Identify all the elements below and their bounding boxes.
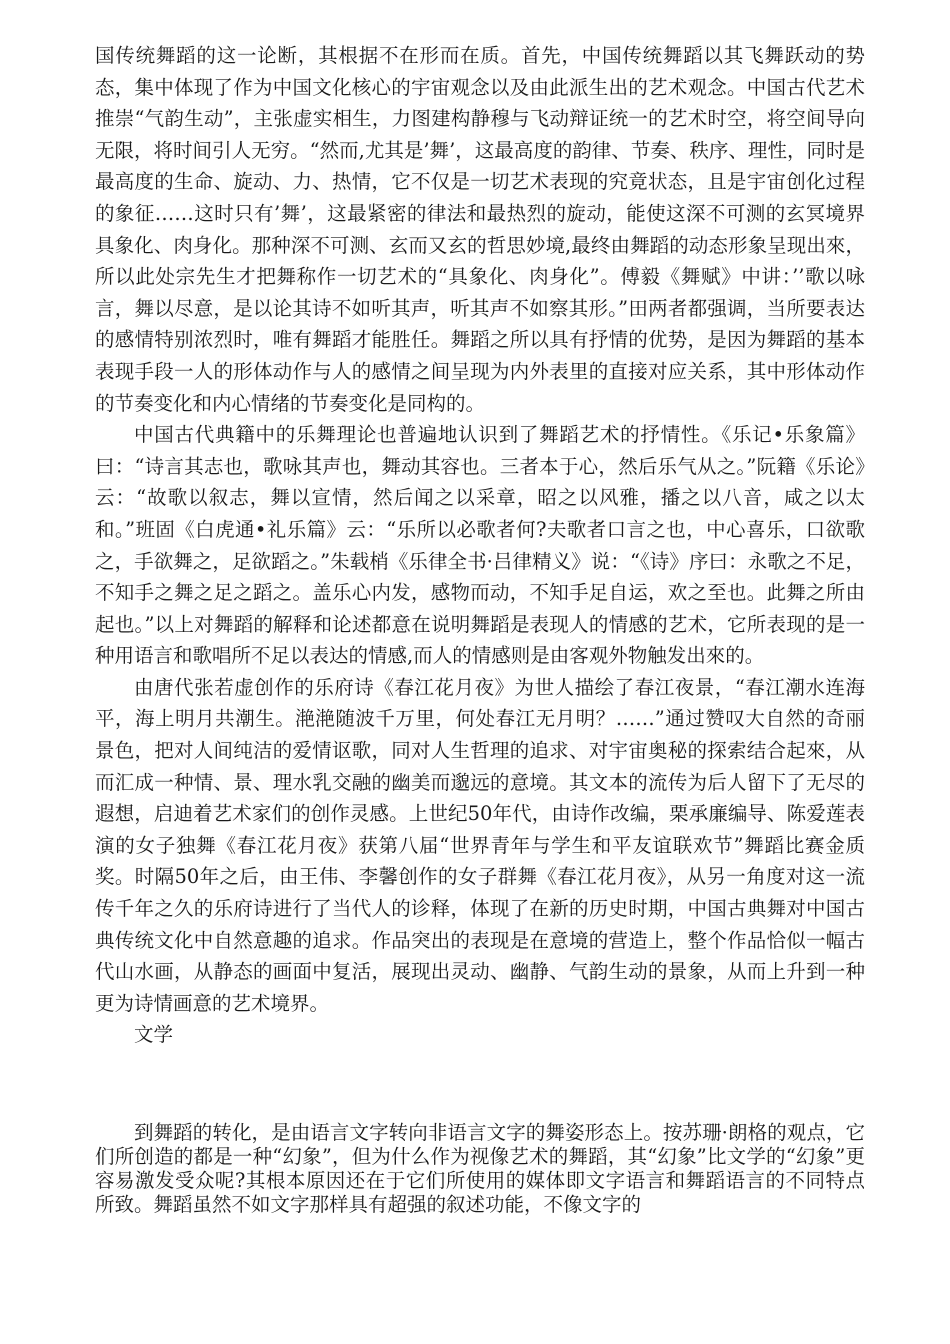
body-paragraph-2: 中国古代典籍中的乐舞理论也普遍地认识到了舞蹈艺术的抒情性。《乐记•乐象篇》曰：“诗言其志也，歌咏其声也，舞动其容也。三者本于心，然后乐气从之。”阮籍《乐论》云：“故歌以叙志，舞以宣情，然后闻之以采章，昭之以风雅，播之以八音，咸之以太和。”班固《白虎通•礼乐篇》云：“乐所以必歌者何?夫歌者口言之也，中心喜乐，口欲歌之，手欲舞之，足欲蹈之。”朱载梢《乐律全书·吕律精义》说：“《诗》序曰：永歌之不足，不知手之舞之足之蹈之。盖乐心内发，感物而动，不知手足自运，欢之至也。此舞之所由起也。”以上对舞蹈的解释和论述都意在说明舞蹈是表现人的情感的艺术，它所表现的是一种用语言和歌唱所不足以表达的情感,而人的情感则是由客观外物触发出來的。 bbox=[95, 423, 865, 668]
document-page bbox=[95, 40, 865, 1217]
body-paragraph-1: 国传统舞蹈的这一论断，其根据不在形而在质。首先，中国传统舞蹈以其飞舞跃动的势态，集中体现了作为中国文化核心的宇宙观念以及由此派生出的艺术观念。中国古代艺术推崇“气韵生动”，主张虚实相生，力图建构静穆与飞动辩证统一的艺术时空，将空间导向无限，将时间引人无穷。“然而,尤其是’舞’，这最高度的韵律、节奏、秩序、理性，同时是最高度的生命、旋动、力、热情，它不仅是一切艺术表现的究竟状态，且是宇宙创化过程的象征……这时只有’舞’，这最紧密的律法和最热烈的旋动，能使这深不可测的玄冥境界具象化、肉身化。那种深不可测、玄而又玄的哲思妙境,最终由舞蹈的动态形象呈现出來，所以此处宗先生才把舞称作一切艺术的“具象化、肉身化”。傅毅《舞赋》中讲：’’歌以咏言，舞以尽意，是以论其诗不如听其声，听其声不如察其形。”田两者都强调，当所要表达的感情特别浓烈时，唯有舞蹈才能胜任。舞蹈之所以具有抒情的优势，是因为舞蹈的基本表现手段一人的形体动作与人的感情之间呈现为内外表里的直接对应关系，其中形体动作的节奏变化和内心情绪的节奏变化是同构的。 bbox=[95, 44, 865, 415]
section-spacer bbox=[95, 1051, 865, 1121]
body-paragraph-4: 到舞蹈的转化，是由语言文字转向非语言文字的舞姿形态上。按苏珊·朗格的观点，它们所创造的都是一种“幻象”，但为什么作为视像艺术的舞蹈，其“幻象”比文学的“幻象”更容易激发受众呢?其根本原因还在于它们所使用的媒体即文字语言和舞蹈语言的不同特点所致。舞蹈虽然不如文字那样具有超强的叙述功能，不像文字的 bbox=[95, 1121, 865, 1216]
body-paragraph-3: 由唐代张若虚创作的乐府诗《春江花月夜》为世人描绘了春江夜景，“春江潮水连海平，海上明月共潮生。滟滟随波千万里，何处春江无月明？……”通过赞叹大自然的奇丽景色，把对人间纯洁的爱情讴歌，同对人生哲理的追求、对宇宙奥秘的探索结合起來，从而汇成一种情、景、理水乳交融的幽美而邈远的意境。其文本的流传为后人留下了无尽的遐想，启迪着艺术家们的创作灵感。上世纪50年代，由诗作改编，栗承廉编导、陈爱莲表演的女子独舞《春江花月夜》获第八届“世界青年与学生和平友谊联欢节”舞蹈比赛金质奖。时隔50年之后，由王伟、李馨创作的女子群舞《春江花月夜》，从另一角度对这一流传千年之久的乐府诗进行了当代人的诊释，体现了在新的历史时期，中国古典舞对中国古典传统文化中自然意趣的追求。作品突出的表现是在意境的营造上，整个作品恰似一幅古代山水画，从静态的画面中复活，展现出灵动、幽静、气韵生动的景象，从而上升到一种更为诗情画意的艺术境界。 bbox=[95, 675, 865, 1015]
section-heading: 文学 bbox=[134, 1023, 174, 1047]
